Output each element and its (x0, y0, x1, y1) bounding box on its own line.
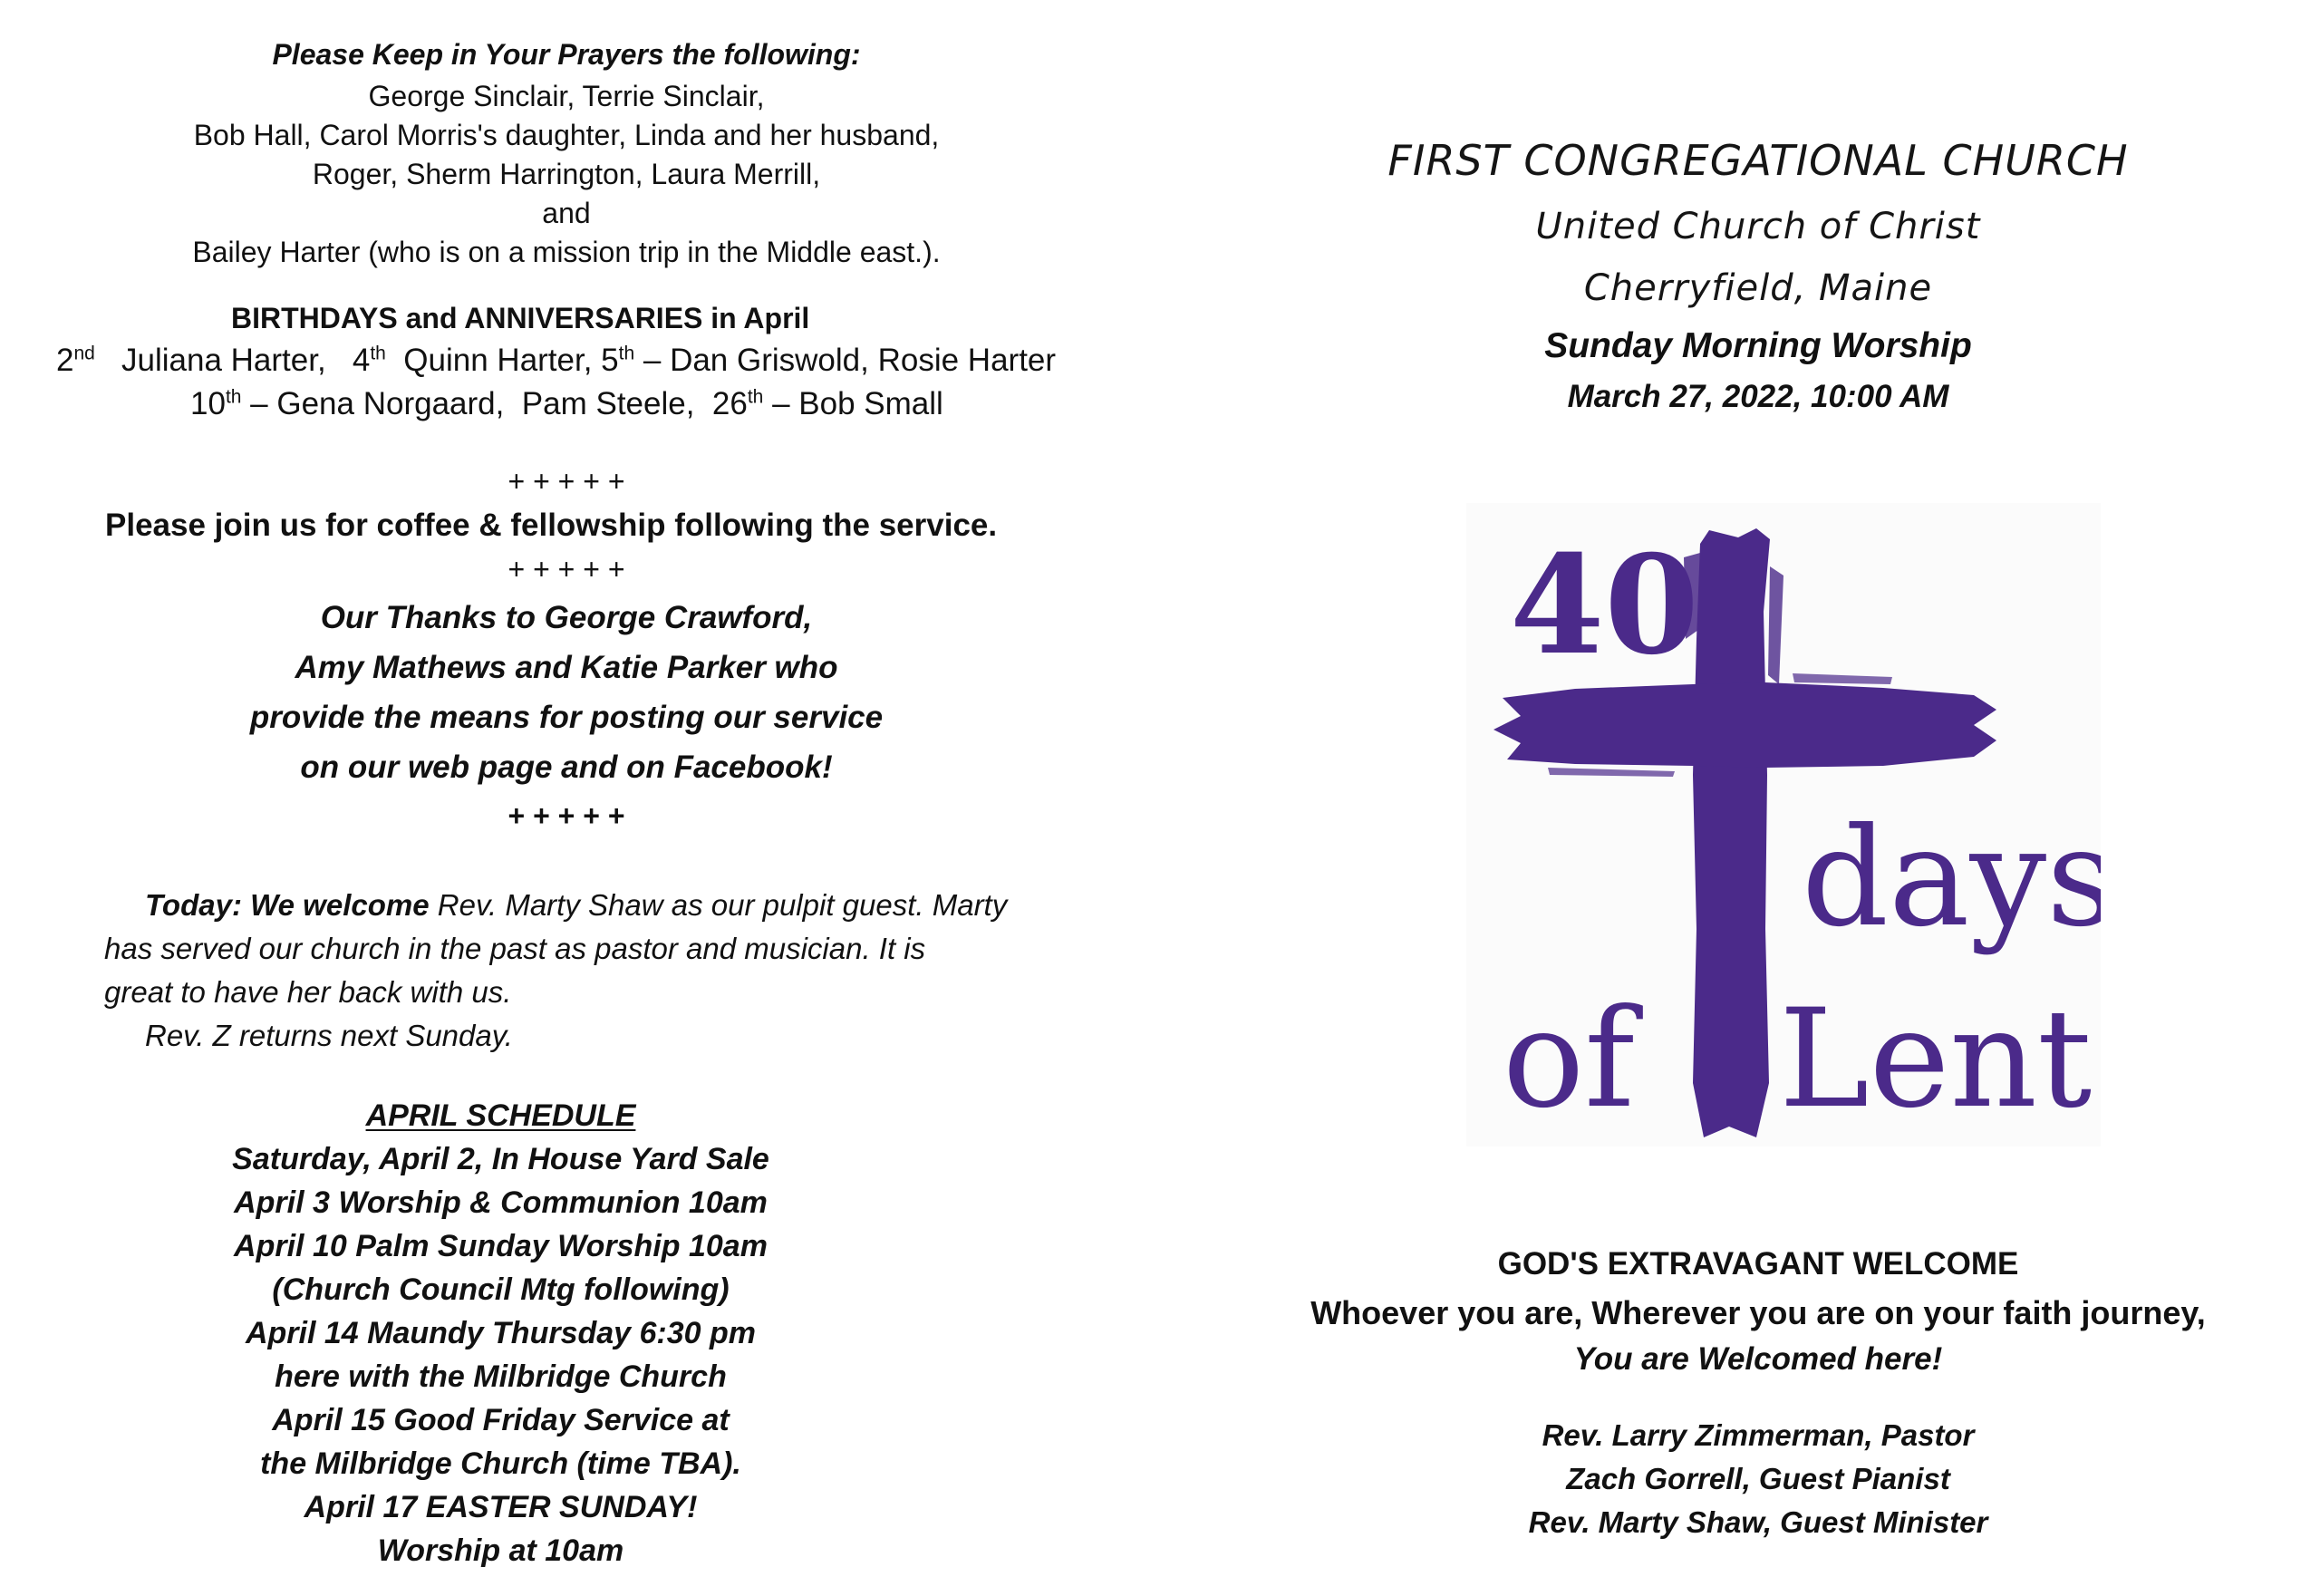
separator: + + + + + (508, 553, 625, 585)
staff-member: Zach Gorrell, Guest Pianist (1566, 1462, 1950, 1495)
logo-number: 40 (1510, 526, 1699, 685)
separator: + + + + + (508, 465, 625, 498)
thanks-line: provide the means for posting our service (249, 700, 884, 735)
service-date: March 27, 2022, 10:00 AM (1567, 379, 1949, 414)
welcome-line-4: Rev. Z returns next Sunday. (145, 1019, 513, 1052)
welcome-line-2: has served our church in the past as pastor and musician. It is (104, 932, 926, 965)
schedule-item: April 14 Maundy Thursday 6:30 pm (245, 1316, 757, 1350)
birthdays-line-1: 2nd Juliana Harter, 4th Quinn Harter, 5th – Dan Griswold, Rosie Harter (56, 343, 1057, 378)
welcome-line: Whoever you are, Wherever you are on your faith journey, (1310, 1294, 2206, 1331)
schedule-item: April 3 Worship & Communion 10am (234, 1185, 768, 1220)
schedule-item: April 10 Palm Sunday Worship 10am (234, 1229, 768, 1263)
welcome-line-3: great to have her back with us. (104, 975, 512, 1009)
welcome-line: You are Welcomed here! (1573, 1341, 1943, 1377)
forty-days-of-lent-logo (1466, 503, 2101, 1146)
right-page (1251, 0, 2320, 1596)
schedule-item: Saturday, April 2, In House Yard Sale (232, 1142, 769, 1176)
schedule-item: April 17 EASTER SUNDAY! (304, 1490, 698, 1524)
birthdays-heading: BIRTHDAYS and ANNIVERSARIES in April (231, 302, 810, 334)
thanks-line: on our web page and on Facebook! (300, 750, 833, 785)
logo-lent: Lent (1779, 981, 2093, 1138)
cross-icon (1466, 503, 2101, 1146)
prayers-heading: Please Keep in Your Prayers the following: (272, 38, 861, 71)
schedule-item: April 15 Good Friday Service at (272, 1403, 730, 1437)
logo-days: days (1802, 799, 2101, 957)
schedule-item: Worship at 10am (377, 1533, 624, 1568)
prayers-line: George Sinclair, Terrie Sinclair, (368, 80, 765, 112)
staff-member: Rev. Marty Shaw, Guest Minister (1528, 1505, 1988, 1539)
coffee-announcement: Please join us for coffee & fellowship following the service. (105, 508, 998, 543)
schedule-item: the Milbridge Church (time TBA). (260, 1446, 741, 1481)
prayers-line: Bailey Harter (who is on a mission trip in the Middle east.). (192, 236, 941, 268)
staff-member: Rev. Larry Zimmerman, Pastor (1542, 1418, 1975, 1452)
service-title: Sunday Morning Worship (1544, 326, 1972, 365)
logo-of: of (1503, 981, 1635, 1138)
prayers-line: Bob Hall, Carol Morris's daughter, Linda and her husband, (193, 119, 940, 151)
schedule-item: (Church Council Mtg following) (272, 1272, 730, 1307)
separator: + + + + + (508, 799, 625, 832)
left-page (0, 0, 1133, 1596)
thanks-line: Our Thanks to George Crawford, (320, 600, 813, 635)
church-name: FIRST CONGREGATIONAL CHURCH (1387, 136, 2129, 185)
birthdays-line-2: 10th – Gena Norgaard, Pam Steele, 26th – Bob Small (190, 386, 943, 421)
location: Cherryfield, Maine (1583, 267, 1933, 309)
prayers-line: Roger, Sherm Harrington, Laura Merrill, (312, 158, 821, 190)
welcome-line-1: Today: We welcome Rev. Marty Shaw as our pulpit guest. Marty (145, 888, 1008, 922)
prayers-line: and (542, 197, 591, 229)
schedule-item: here with the Milbridge Church (275, 1359, 727, 1394)
thanks-line: Amy Mathews and Katie Parker who (295, 650, 838, 685)
welcome-heading: GOD'S EXTRAVAGANT WELCOME (1497, 1246, 2019, 1282)
denomination: United Church of Christ (1535, 206, 1981, 247)
schedule-heading: APRIL SCHEDULE (365, 1098, 636, 1133)
